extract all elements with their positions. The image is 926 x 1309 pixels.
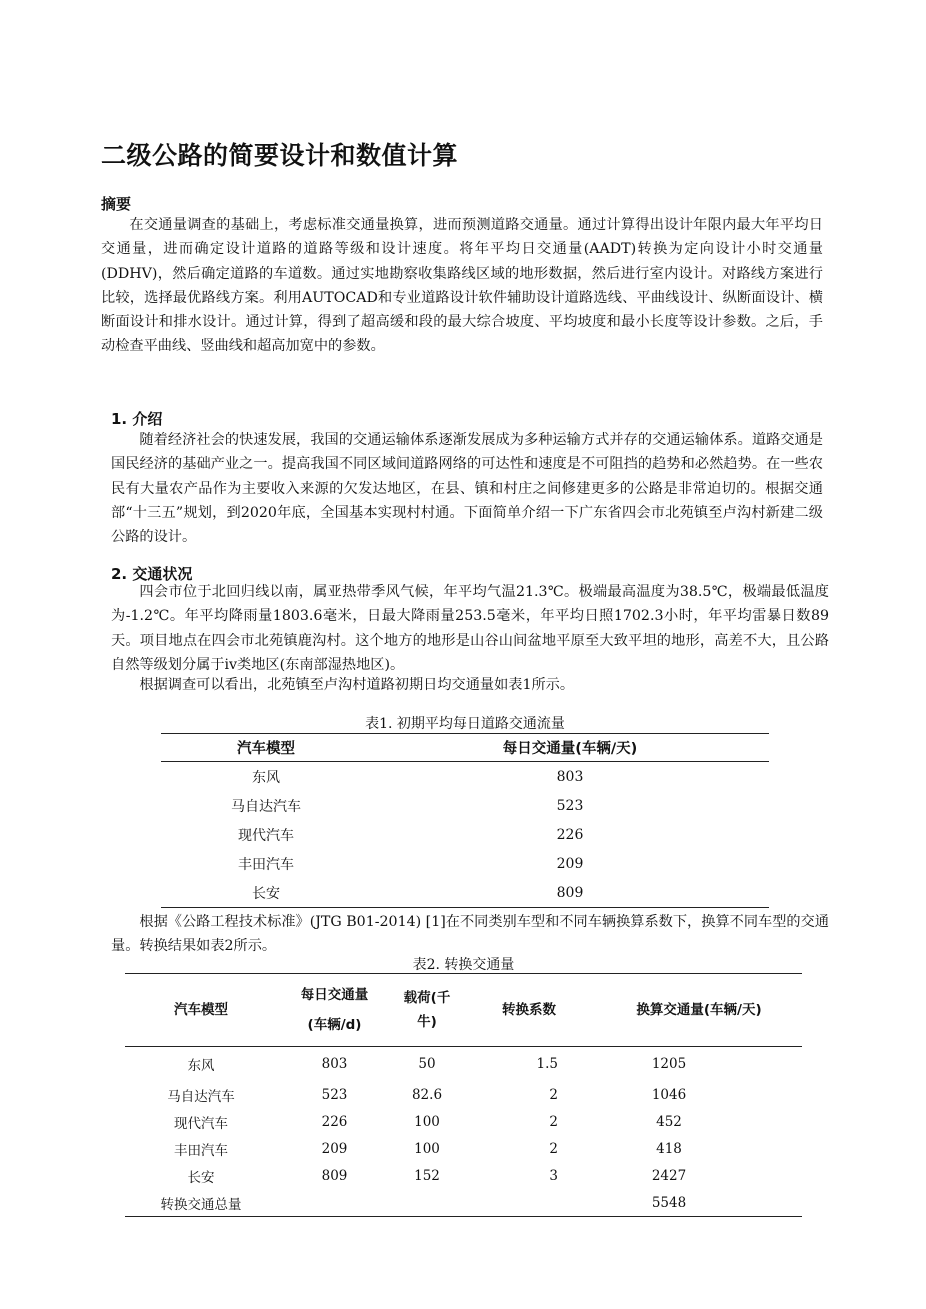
table2-cell: 2 bbox=[549, 1086, 558, 1103]
table2-cell: 马自达汽车 bbox=[167, 1088, 235, 1105]
table2-cell: 803 bbox=[321, 1056, 348, 1072]
table2-cell: 226 bbox=[321, 1113, 348, 1130]
table2-header-line: 每日交通量 bbox=[300, 987, 369, 1003]
table2-cell bbox=[277, 1189, 392, 1217]
table2 bbox=[125, 973, 802, 1217]
table1-cell: 现代汽车 bbox=[238, 827, 294, 844]
table1-row bbox=[161, 878, 769, 908]
table2-cell: 523 bbox=[321, 1086, 348, 1103]
table1-header-cell: 每日交通量(车辆/天) bbox=[371, 734, 769, 762]
section2-text2: 根据调查可以看出，北苑镇至卢沟村道路初期日均交通量如表1所示。 bbox=[139, 677, 575, 693]
table2-cell: 100 bbox=[414, 1113, 440, 1130]
table1-cell: 东风 bbox=[252, 769, 280, 786]
table2-cell: 2427 bbox=[651, 1167, 687, 1184]
table2-header-line: 载荷(千 bbox=[403, 990, 451, 1006]
table2-row bbox=[125, 1047, 802, 1082]
table2-cell: 2 bbox=[549, 1113, 558, 1130]
section2-text3: 根据《公路工程技术标准》(JTG B01-2014) [1]在不同类别车型和不同车辆换算系数下，换算不同车型的交通量。转换结果如表2所示。 bbox=[111, 914, 829, 955]
table1-cell: 209 bbox=[556, 855, 584, 872]
table1-row bbox=[161, 791, 769, 820]
table1-cell: 长安 bbox=[161, 878, 371, 908]
table2-cell: 现代汽车 bbox=[174, 1115, 228, 1132]
section1-text: 随着经济社会的快速发展，我国的交通运输体系逐渐发展成为多种运输方式并存的交通运输体系。道路交通是国民经济的基础产业之一。提高我国不同区域间道路网络的可达性和速度是不可阻挡的趋势和必然趋势。在一些农民有大量农产品作为主要收入来源的欠发达地区，在县、镇和村庄之间修建更多的公路是非常迫切的。根据交通部“十三五”规划，到2020年底，全国基本实现村村通。下面简单介绍一下广东省四会市北苑镇至卢沟村新建二级公路的设计。 bbox=[111, 432, 823, 546]
table2-cell: 3 bbox=[549, 1167, 558, 1184]
table1-row bbox=[161, 849, 769, 878]
table2-cell: 809 bbox=[321, 1167, 348, 1184]
abstract-text: 在交通量调查的基础上，考虑标准交通量换算，进而预测道路交通量。通过计算得出设计年限内最大年平均日交通量，进而确定设计道路的道路等级和设计速度。将年平均日交通量(AADT)转换为定向设计小时交通量(DDHV)，然后确定道路的车道数。通过实地勘察收集路线区域的地形数据，然后进行室内设计。对路线方案进行比较，选择最优路线方案。利用AUTOCAD和专业道路设计软件辅助设计道路选线、平曲线设计、纵断面设计、横断面设计和排水设计。通过计算，得到了超高缓和段的最大综合坡度、平均坡度和最小长度等设计参数。之后，手动检查平曲线、竖曲线和超高加宽中的参数。 bbox=[101, 217, 823, 355]
table1-cell: 809 bbox=[371, 878, 769, 908]
table2-cell: 2 bbox=[549, 1140, 558, 1157]
table2-cell: 100 bbox=[414, 1140, 440, 1157]
table1-row bbox=[161, 820, 769, 849]
table2-row bbox=[125, 1162, 802, 1189]
table2-cell bbox=[392, 1189, 462, 1217]
table1-cell: 523 bbox=[556, 797, 584, 814]
table2-caption: 表2. 转换交通量 bbox=[412, 957, 515, 973]
paper-title: 二级公路的简要设计和数值计算 bbox=[101, 141, 459, 170]
table2-row bbox=[125, 1081, 802, 1108]
table2-cell: 209 bbox=[321, 1140, 348, 1157]
table2-cell: 5548 bbox=[596, 1189, 802, 1217]
section1-heading: 1. 介绍 bbox=[111, 410, 163, 428]
table2-cell: 452 bbox=[656, 1113, 682, 1130]
table2-cell: 152 bbox=[414, 1167, 440, 1184]
table2-header-cell bbox=[392, 974, 462, 1047]
table1-header-cell: 汽车模型 bbox=[161, 734, 371, 762]
table1-header-row bbox=[161, 734, 769, 762]
table2-cell: 转换交通总量 bbox=[125, 1189, 277, 1217]
table2-cell: 长安 bbox=[187, 1169, 215, 1186]
table1-cell: 丰田汽车 bbox=[238, 856, 294, 873]
table2-header-cell: 换算交通量(车辆/天) bbox=[596, 974, 802, 1047]
table1 bbox=[161, 733, 769, 908]
table1-row bbox=[161, 762, 769, 792]
table2-header-cell bbox=[277, 974, 392, 1047]
table1-cell: 226 bbox=[556, 826, 584, 843]
table2-row bbox=[125, 1135, 802, 1162]
table2-header-line: (车辆/d) bbox=[307, 1017, 362, 1033]
table2-cell bbox=[462, 1189, 596, 1217]
table2-cell: 1046 bbox=[651, 1086, 687, 1103]
table2-total-row bbox=[125, 1189, 802, 1217]
abstract-heading: 摘要 bbox=[101, 195, 132, 213]
table2-header-line: 牛) bbox=[417, 1014, 437, 1030]
table2-cell: 丰田汽车 bbox=[174, 1142, 228, 1159]
table2-cell: 418 bbox=[656, 1140, 682, 1157]
table2-cell: 东风 bbox=[187, 1058, 215, 1074]
table2-cell: 82.6 bbox=[411, 1086, 443, 1103]
table1-cell: 马自达汽车 bbox=[231, 798, 301, 815]
table2-cell: 1.5 bbox=[536, 1056, 558, 1072]
table2-header-row bbox=[125, 974, 802, 1047]
section2-text1: 四会市位于北回归线以南，属亚热带季风气候，年平均气温21.3℃。极端最高温度为38.5℃，极端最低温度为-1.2℃。年平均降雨量1803.6毫米，日最大降雨量253.5毫米，年平均日照1702.3小时，年平均雷暴日数89天。项目地点在四会市北苑镇鹿沟村。这个地方的地形是山谷山间盆地平原至大致平坦的地形，高差不大，且公路自然等级划分属于ⅳ类地区(东南部湿热地区)。 bbox=[111, 584, 829, 673]
table2-header-cell: 转换系数 bbox=[462, 974, 596, 1047]
table1-caption: 表1. 初期平均每日道路交通流量 bbox=[365, 716, 565, 732]
table2-row bbox=[125, 1108, 802, 1135]
table2-header-cell: 汽车模型 bbox=[125, 974, 277, 1047]
table2-cell: 50 bbox=[418, 1056, 436, 1072]
section2-heading: 2. 交通状况 bbox=[111, 565, 193, 583]
table1-cell: 803 bbox=[556, 768, 584, 785]
table2-cell: 1205 bbox=[651, 1056, 687, 1072]
